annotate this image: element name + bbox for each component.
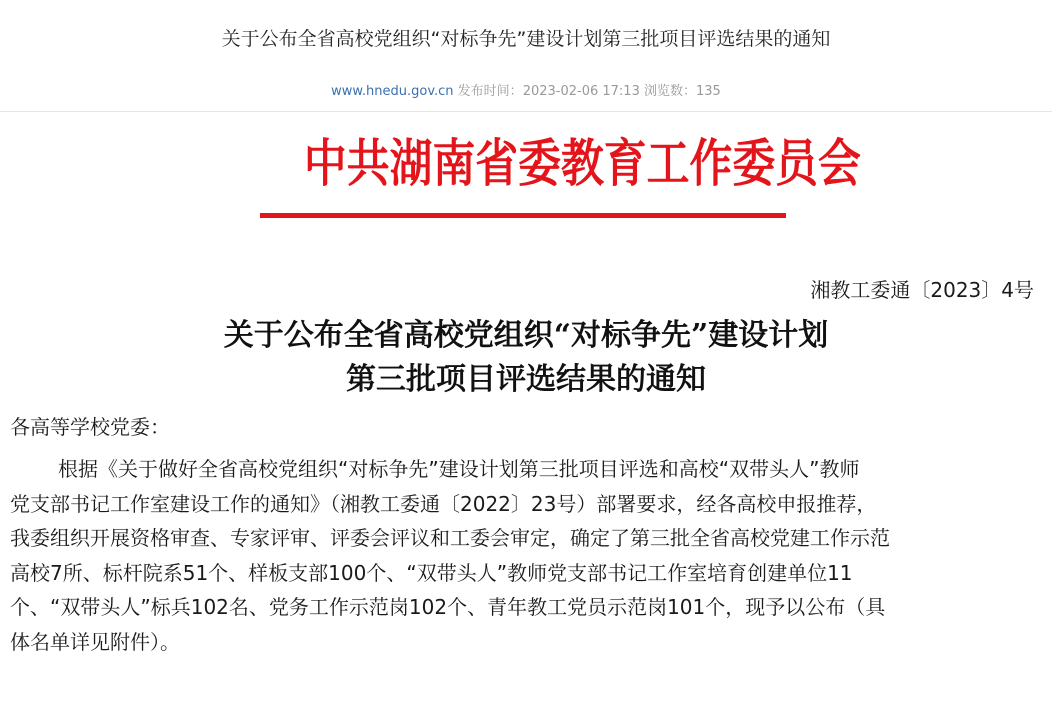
page-title: 关于公布全省高校党组织“对标争先”建设计划第三批项目评选结果的通知	[221, 28, 831, 50]
body-line: 我委组织开展资格审查、专家评审、评委会评议和工委会审定，确定了第三批全省高校党建工作示范	[10, 526, 890, 550]
body-line: 体名单详见附件）。	[10, 629, 180, 654]
site-link[interactable]: www.hnedu.gov.cn	[331, 84, 454, 99]
body-line: 高校7所、标杆院系51个、样板支部100个、“双带头人”教师党支部书记工作室培育创建单位11	[10, 560, 853, 585]
document-heading-line: 关于公布全省高校党组织“对标争先”建设计划	[223, 318, 829, 353]
letterhead: 中共湖南省委教育工作委员会	[303, 134, 861, 194]
letterhead-red-line	[260, 213, 786, 218]
body-paragraph	[10, 452, 1040, 659]
document-heading-line: 第三批项目评选结果的通知	[346, 362, 706, 397]
body-line: 根据《关于做好全省高校党组织“对标争先”建设计划第三批项目评选和高校“双带头人”教师	[58, 457, 860, 481]
body-line: 个、“双带头人”标兵102名、党务工作示范岗102个、青年教工党员示范岗101个，现予以公布（具	[10, 595, 886, 619]
document-heading	[0, 314, 1052, 402]
document-number: 湘教工委通〔2023〕4号	[810, 278, 1034, 302]
body-line: 党支部书记工作室建设工作的通知》（湘教工委通〔2022〕23号）部署要求，经各高校申报推荐，	[10, 491, 877, 516]
article-meta	[0, 82, 1052, 102]
publish-time: 2023-02-06 17:13	[522, 84, 640, 99]
salutation: 各高等学校党委：	[10, 415, 170, 439]
view-count: 135	[696, 84, 721, 99]
publish-time-label: 发布时间：	[457, 84, 523, 99]
header-divider	[0, 111, 1052, 112]
views-label: 浏览数：	[643, 84, 696, 99]
